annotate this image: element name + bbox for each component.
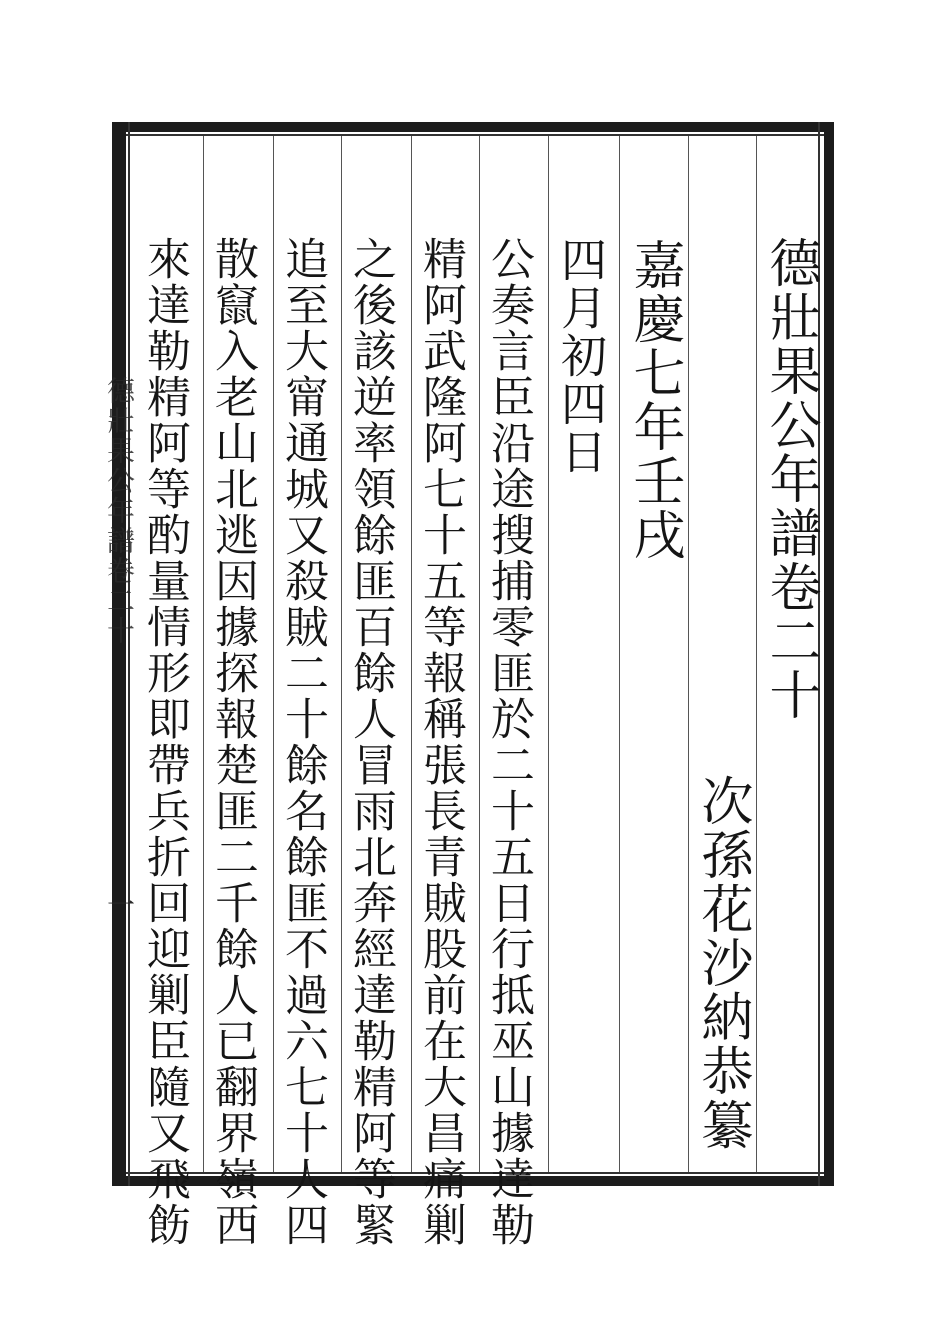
text-column-4: 追至大甯通城又殺賊二十餘名餘匪不過六七十人四 [277,236,328,1248]
book-title: 德壯果公年譜卷二十 [760,236,820,722]
text-column-date-year: 嘉慶七年壬戌 [624,238,684,562]
column-rule [341,136,342,1172]
column-rule [756,136,757,1172]
compiler-credit: 次孫花沙納恭纂 [692,774,752,1152]
column-rule [203,136,204,1172]
frame-top-border [112,122,834,132]
frame-right-border [824,122,834,1186]
column-rule [688,136,689,1172]
text-column-date-day: 四月初四日 [554,236,608,476]
text-column-6: 來達勒精阿等酌量情形即帶兵折回迎剿臣隨又飛飭 [139,236,190,1248]
column-rule [411,136,412,1172]
text-column-2: 精阿武隆阿七十五等報稱張長青賊股前在大昌痛剿 [415,236,466,1248]
column-rule [479,136,480,1172]
banxin-title: 德壯果公年譜卷二十 [103,376,136,646]
column-rule [273,136,274,1172]
frame-left-inner-line [128,122,130,1186]
column-rule [548,136,549,1172]
text-column-3: 之後該逆率領餘匪百餘人冒雨北奔經達勒精阿等緊 [345,236,396,1248]
frame-top-inner-line [112,134,834,136]
banxin-page-number: 一 [103,890,136,918]
text-column-1: 公奏言臣沿途搜捕零匪於二十五日行抵巫山據達勒 [483,236,534,1248]
column-rule [619,136,620,1172]
text-column-5: 散竄入老山北逃因據探報楚匪二千餘人已翻界嶺西 [207,236,258,1248]
frame-left-border [112,122,126,1186]
